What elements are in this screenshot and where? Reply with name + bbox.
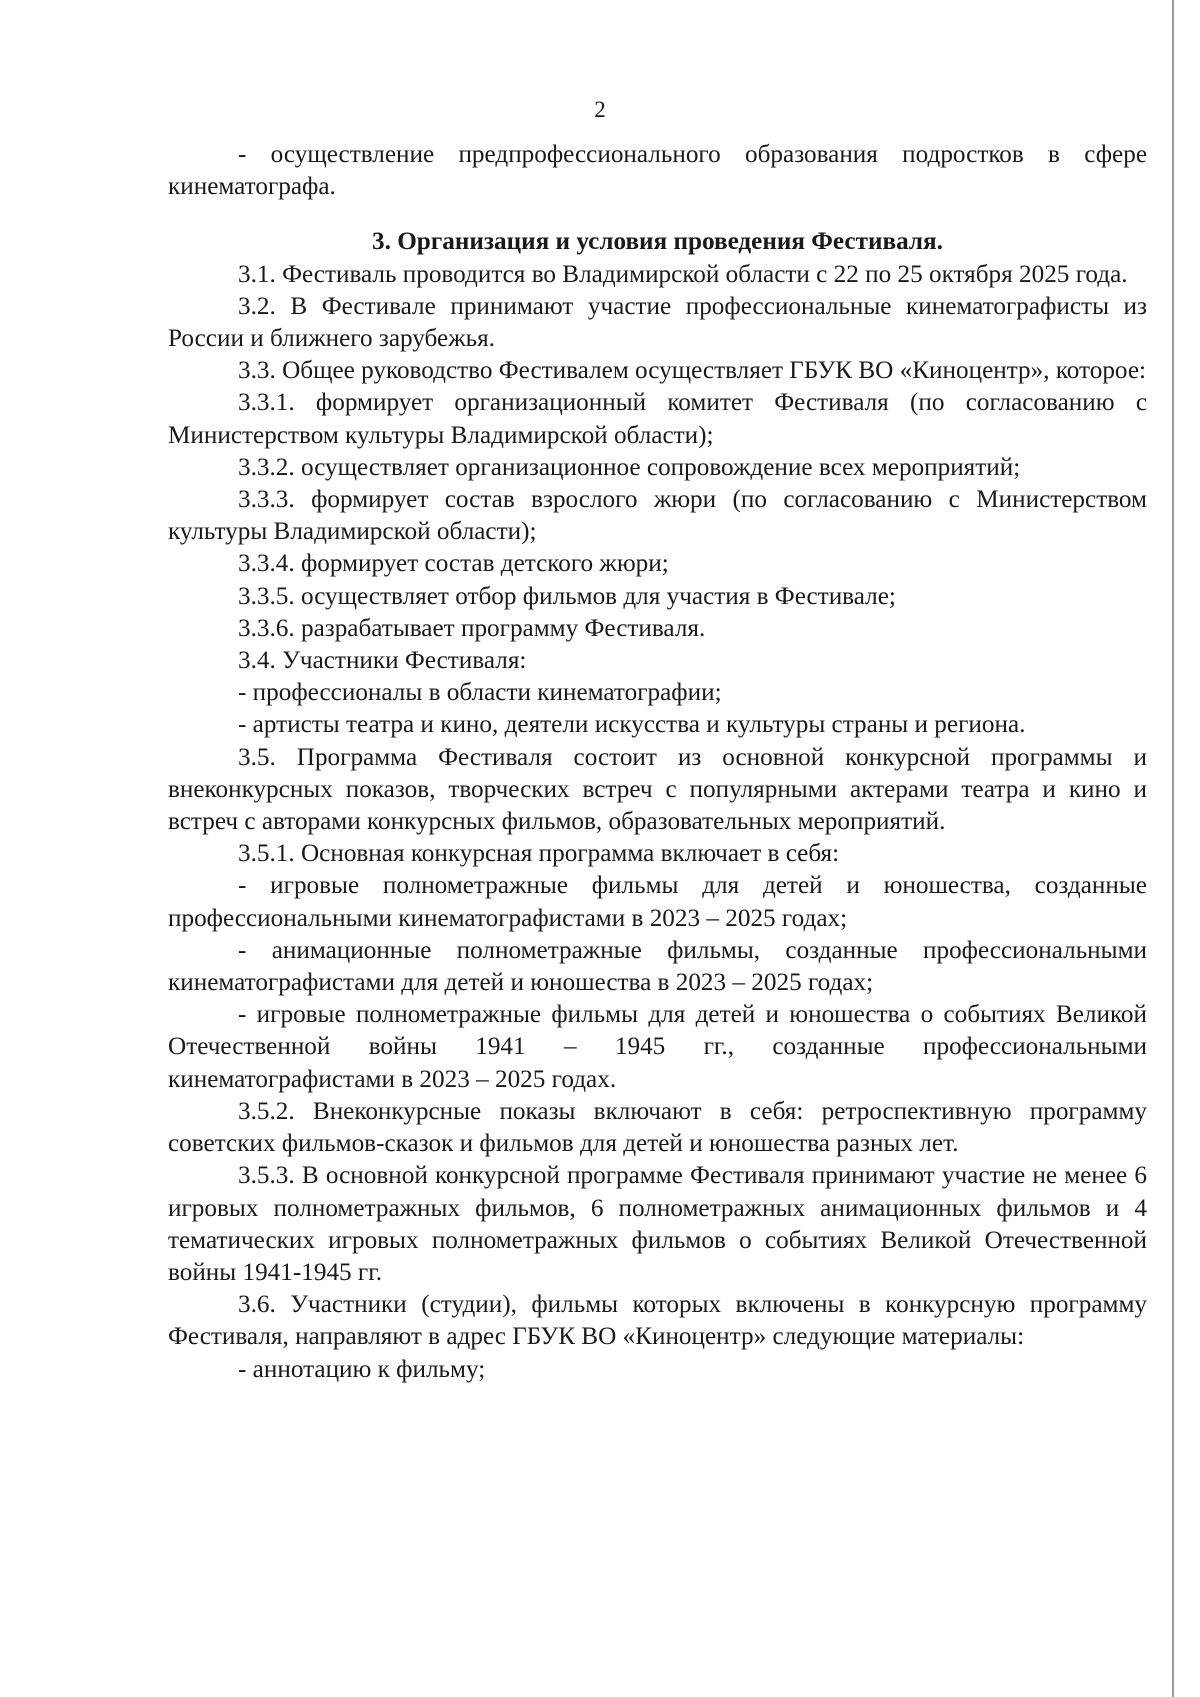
section-gap [168,203,1147,226]
page-edge-line [1172,0,1174,1697]
paragraph-3-2: 3.2. В Фестивале принимают участие профессиональные кинематографисты из России и ближнего зарубежья. [168,292,1147,353]
paragraph-3-3-4: 3.3.4. формирует состав детского жюри; [238,550,669,578]
paragraph-3-4: 3.4. Участники Фестиваля: [238,647,527,675]
document-body [168,139,1147,1386]
paragraph-0: - осуществление предпрофессионального образования подростков в сфере кинематографа. [168,141,1147,201]
list-item-annotation: - аннотацию к фильму; [238,1355,486,1383]
paragraph-3-3-1: 3.3.1. формирует организационный комитет Фестиваля (по согласованию с Министерством культуры Владимирской области); [168,389,1147,449]
paragraph-3-5-2: 3.5.2. Внеконкурсные показы включают в себя: ретроспективную программу советских фильмов-сказок и фильмов для детей и юношества разных лет. [168,1097,1147,1158]
paragraph-3-3: 3.3. Общее руководство Фестивалем осуществляет ГБУК ВО «Киноцентр», которое: [238,357,1147,385]
paragraph-3-1: 3.1. Фестиваль проводится во Владимирской области с 22 по 25 октября 2025 года. [238,260,1128,288]
list-item-professionals: - профессионалы в области кинематографии; [238,679,722,707]
page-number: 2 [594,97,606,122]
list-item-war-films: - игровые полнометражные фильмы для детей и юношества о событиях Великой Отечественной войны 1941 – 1945 гг., созданные профессиональными кинематографистами в 2023 – 2025 годах. [168,1001,1147,1093]
paragraph-3-3-3: 3.3.3. формирует состав взрослого жюри (по согласованию с Министерством культуры Владимирской области); [168,486,1147,546]
paragraph-3-5-3: 3.5.3. В основной конкурсной программе Фестиваля принимают участие не менее 6 игровых полнометражных фильмов, 6 полнометражных анимационных фильмов и 4 тематических игровых полнометражных фильмов о событиях Великой Отечественной войны 1941-1945 гг. [168,1162,1147,1286]
paragraph-3-3-6: 3.3.6. разрабатывает программу Фестиваля. [238,614,706,642]
paragraph-3-6: 3.6. Участники (студии), фильмы которых включены в конкурсную программу Фестиваля, направляют в адрес ГБУК ВО «Киноцентр» следующие материалы: [168,1291,1147,1351]
list-item-animated-films: - анимационные полнометражные фильмы, созданные профессиональными кинематографистами для детей и юношества в 2023 – 2025 годах; [168,936,1147,997]
paragraph-3-5: 3.5. Программа Фестиваля состоит из основной конкурсной программы и внеконкурсных показов, творческих встреч с популярными актерами театра и кино и встреч с авторами конкурсных фильмов, образовательных мероприятий. [168,743,1147,836]
paragraph-3-5-1: 3.5.1. Основная конкурсная программа включает в себя: [238,840,840,868]
list-item-artists: - артисты театра и кино, деятели искусства и культуры страны и региона. [238,711,1026,739]
section-heading: 3. Организация и условия проведения Фестиваля. [372,228,943,256]
paragraph-3-3-2: 3.3.2. осуществляет организационное сопровождение всех мероприятий; [238,453,1021,481]
list-item-feature-films: - игровые полнометражные фильмы для детей и юношества, созданные профессиональными кинематографистами в 2023 – 2025 годах; [168,872,1147,932]
paragraph-3-3-5: 3.3.5. осуществляет отбор фильмов для участия в Фестивале; [238,582,896,610]
